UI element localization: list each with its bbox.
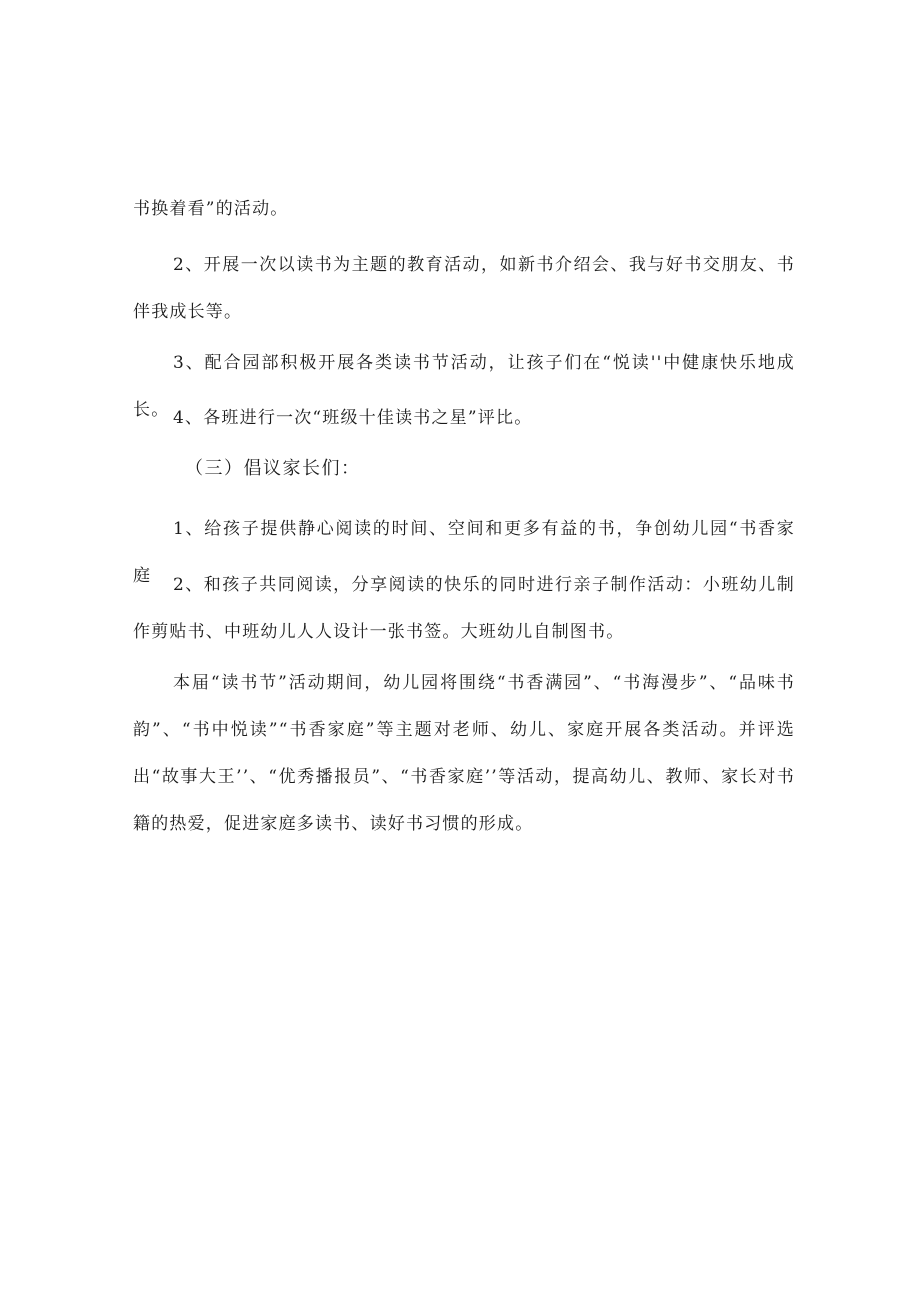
- parent-item-2: 2、和孩子共同阅读，分享阅读的快乐的同时进行亲子制作活动：小班幼儿制作剪贴书、中班幼儿人人设计一张书签。大班幼儿自制图书。: [133, 575, 795, 642]
- parent-item-1: 1、给孩子提供静心阅读的时间、空间和更多有益的书，争创幼儿园“书香家庭: [133, 519, 795, 586]
- closing-paragraph: 本届“读书节”活动期间，幼儿园将围绕“书香满园”、“书海漫步”、“品味书韵”、“书中悦读”“书香家庭”等主题对老师、幼儿、家庭开展各类活动。并评选出“故事大王’’、“优秀播报员”、“书香家庭’’等活动，提高幼儿、教师、家长对书籍的热爱，促进家庭多读书、读好书习惯的形成。: [133, 673, 795, 834]
- school-item-3: 3、配合园部积极开展各类读书节活动，让孩子们在“悦读''中健康快乐地成长。: [133, 353, 795, 420]
- school-item-4: 4、各班进行一次“班级十佳读书之星”评比。: [173, 408, 533, 428]
- school-item-2: 2、开展一次以读书为主题的教育活动，如新书介绍会、我与好书交朋友、书伴我成长等。: [133, 255, 795, 322]
- section-heading-parents: （三）倡议家长们：: [185, 458, 361, 479]
- continuation-line: 书换着看”的活动。: [133, 199, 289, 219]
